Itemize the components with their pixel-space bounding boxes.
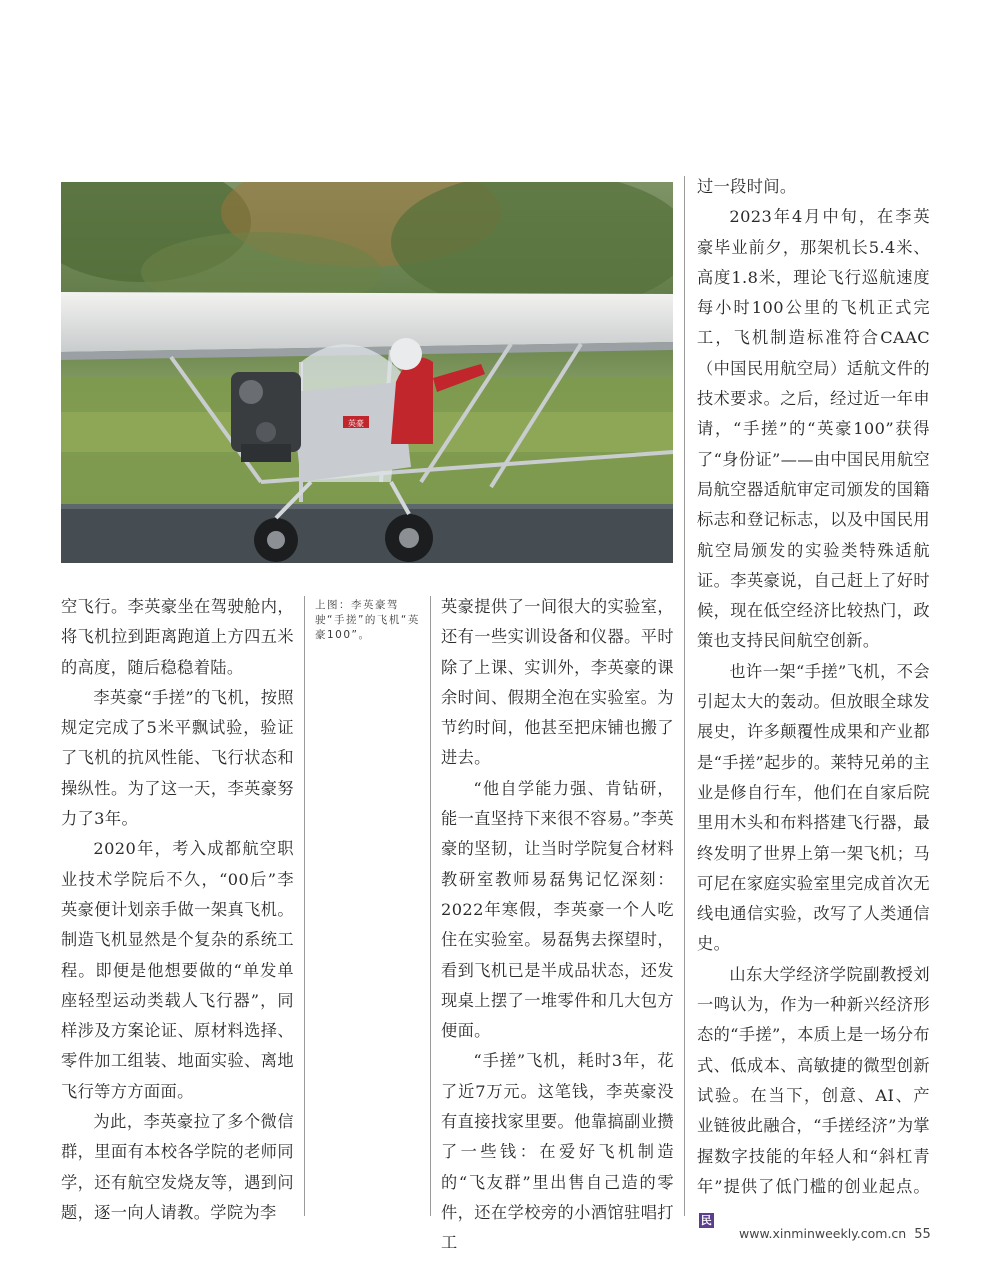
- photo-caption: 上图：李英豪驾驶“手搓”的飞机“英豪100”。: [315, 599, 420, 641]
- paragraph: 也许一架“手搓”飞机，不会引起太大的轰动。但放眼全球发展史，许多颠覆性成果和产业都是“手搓”起步的。莱特兄弟的主业是修自行车，他们在自家后院里用木头和布料搭建飞行器，最终发明了世界上第一架飞机；马可尼在家庭实验室里完成首次无线电通信实验，改写了人类通信史。: [697, 661, 930, 954]
- paragraph: “手搓”飞机，耗时3年，花了近7万元。这笔钱，李英豪没有直接找家里要。他靠搞副业攒了一些钱：在爱好飞机制造的“飞友群”里出售自己造的零件，还在学校旁的小酒馆驻唱打工: [441, 1051, 674, 1253]
- aircraft-illustration: [61, 182, 673, 563]
- paragraph: 空飞行。李英豪坐在驾驶舱内，将飞机拉到距离跑道上方四五米的高度，随后稳稳着陆。: [61, 597, 294, 677]
- page-footer: [739, 1226, 929, 1242]
- paragraph: 过一段时间。: [697, 177, 797, 196]
- paragraph: 2023年4月中旬，在李英豪毕业前夕，那架机长5.4米、高度1.8米，理论飞行巡航速度每小时100公里的飞机正式完工，飞机制造标准符合CAAC（中国民用航空局）适航文件的技术要求。之后，经过近一年申请，“手搓”的“英豪100”获得了“身份证”——由中国民用航空局航空器适航审定司颁发的国籍标志和登记标志，以及中国民用航空局颁发的实验类特殊适航证。李英豪说，自己赶上了好时候，现在低空经济比较热门，政策也支持民间航空创新。: [697, 207, 930, 651]
- text-column-1: [61, 592, 294, 1228]
- column-divider: [304, 596, 305, 1216]
- paragraph: 英豪提供了一间很大的实验室，还有一些实训设备和仪器。平时除了上课、实训外，李英豪的课余时间、假期全泡在实验室。为节约时间，他甚至把床铺也搬了进去。: [441, 597, 674, 768]
- fuselage-marking-text: 英豪: [348, 419, 364, 428]
- paragraph: “他自学能力强、肯钻研，能一直坚持下来很不容易。”李英豪的坚韧，让当时学院复合材料教研室教师易磊隽记忆深刻：2022年寒假，李英豪一个人吃住在实验室。易磊隽去探望时，看到飞机已是半成品状态，还发现桌上摆了一堆零件和几大包方便面。: [441, 778, 674, 1041]
- column-divider: [684, 176, 685, 1216]
- text-column-2: [441, 592, 674, 1259]
- page-number: 55: [914, 1227, 931, 1242]
- text-column-3: [697, 172, 930, 1232]
- paragraph: 李英豪“手搓”的飞机，按照规定完成了5米平飘试验，验证了飞机的抗风性能、飞行状态和操纵性。为了这一天，李英豪努力了3年。: [61, 687, 294, 829]
- end-mark-icon: 民: [700, 1214, 713, 1228]
- aircraft-photo: [61, 182, 673, 563]
- paragraph: 2020年，考入成都航空职业技术学院后不久，“00后”李英豪便计划亲手做一架真飞机。制造飞机显然是个复杂的系统工程。即便是他想要做的“单发单座轻型运动类载人飞行器”，同样涉及方案论证、原材料选择、零件加工组装、地面实验、离地飞行等方方面面。: [61, 839, 294, 1101]
- paragraph-text: 山东大学经济学院副教授刘一鸣认为，作为一种新兴经济形态的“手搓”，本质上是一场分布式、低成本、高敏捷的微型创新试验。在当下，创意、AI、产业链彼此融合，“手搓经济”为掌握数字技能的年轻人和“斜杠青年”提供了低门槛的创业起点。: [697, 964, 930, 1196]
- column-divider: [430, 596, 431, 1216]
- paragraph: [697, 960, 930, 1233]
- paragraph: 为此，李英豪拉了多个微信群，里面有本校各学院的老师同学，还有航空发烧友等，遇到问题，逐一向人请教。学院为李: [61, 1112, 294, 1222]
- footer-url[interactable]: www.xinminweekly.com.cn: [739, 1226, 907, 1241]
